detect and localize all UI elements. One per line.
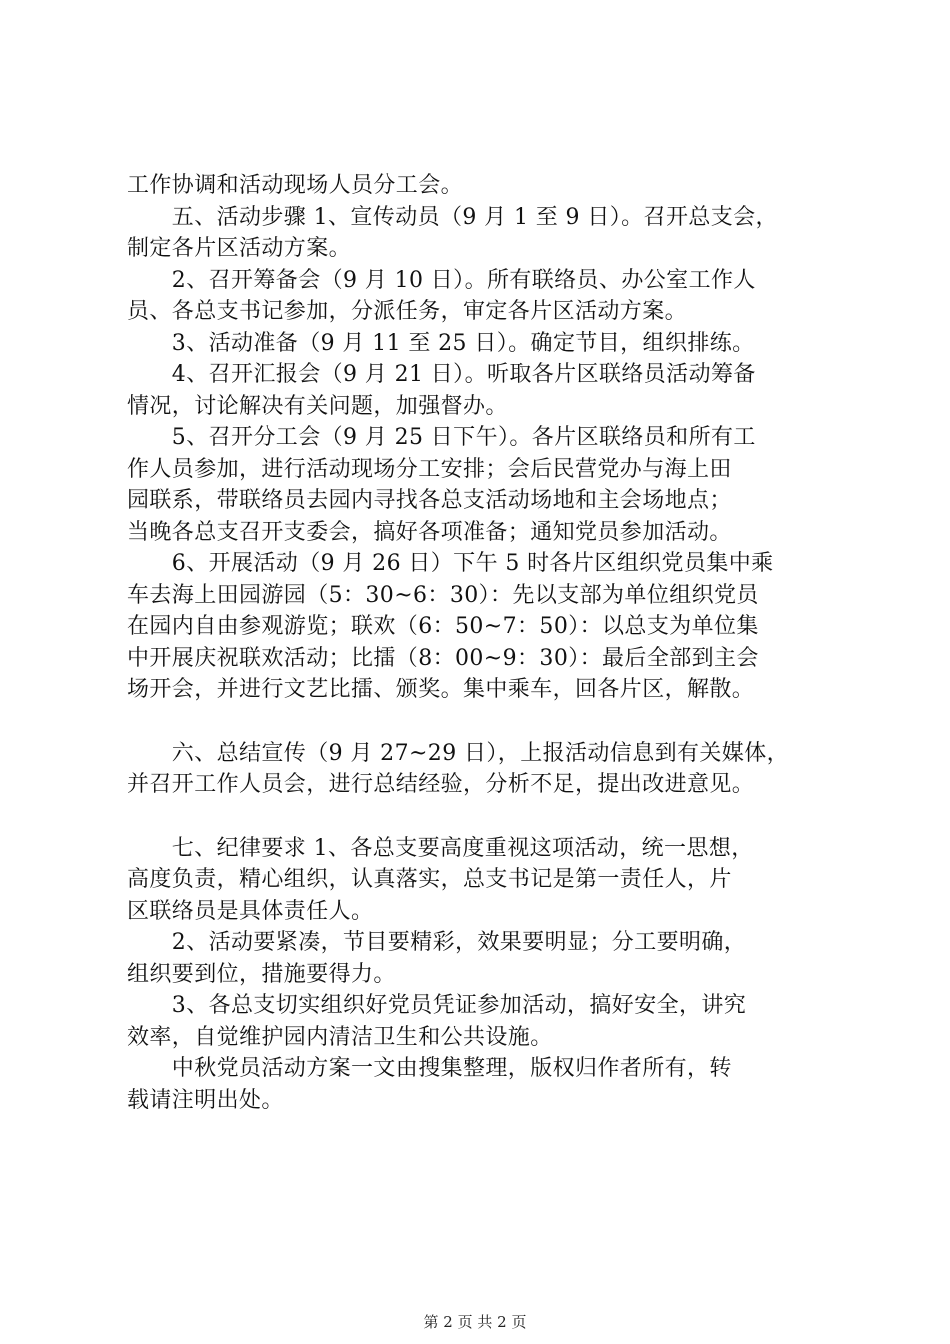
text-line: 作人员参加，进行活动现场分工安排；会后民营党办与海上田: [127, 456, 732, 482]
text-line: 中开展庆祝联欢活动；比擂（8：00~9：30）：最后全部到主会: [127, 645, 759, 671]
text-line: 在园内自由参观游览；联欢（6：50~7：50）：以总支为单位集: [127, 614, 759, 639]
text-line: 当晚各总支召开支委会，搞好各项准备；通知党员参加活动。: [127, 519, 732, 545]
text-line: 5、召开分工会（9 月 25 日下午）。各片区联络员和所有工: [127, 425, 756, 450]
text-line: 4、召开汇报会（9 月 21 日）。听取各片区联络员活动筹备: [127, 362, 756, 387]
text-line: 场开会，并进行文艺比擂、颁奖。集中乘车，回各片区，解散。: [127, 677, 755, 702]
text-line: 七、纪律要求 1、各总支要高度重视这项活动，统一思想，: [127, 835, 754, 861]
text-line: 载请注明出处。: [127, 1087, 284, 1113]
text-line: 工作协调和活动现场人员分工会。: [127, 173, 464, 198]
text-line: 并召开工作人员会，进行总结经验，分析不足，提出改进意见。: [127, 772, 755, 797]
page-number-footer: 第 2 页 共 2 页: [423, 1313, 527, 1331]
document-body: [127, 170, 857, 1116]
text-line: 3、活动准备（9 月 11 至 25 日）。确定节目，组织排练。: [127, 330, 755, 356]
text-line: 组织要到位，措施要得力。: [127, 961, 396, 987]
paragraph-gap: [127, 706, 857, 738]
text-line: 员、各总支书记参加，分派任务，审定各片区活动方案。: [127, 299, 688, 324]
text-line: 园联系，带联络员去园内寻找各总支活动场地和主会场地点；: [127, 488, 732, 513]
text-line: 高度负责，精心组织，认真落实，总支书记是第一责任人，片: [127, 867, 732, 892]
text-line: 区联络员是具体责任人。: [127, 898, 374, 924]
text-line: 情况，讨论解决有关问题，加强督办。: [127, 393, 508, 419]
text-line: 中秋党员活动方案一文由搜集整理，版权归作者所有，转: [127, 1056, 732, 1081]
text-line: 五、活动步骤 1、宣传动员（9 月 1 至 9 日）。召开总支会，: [127, 204, 778, 230]
text-line: 2、召开筹备会（9 月 10 日）。所有联络员、办公室工作人: [127, 267, 756, 293]
text-line: 六、总结宣传（9 月 27~29 日），上报活动信息到有关媒体，: [127, 740, 790, 766]
text-line: 制定各片区活动方案。: [127, 236, 352, 261]
text-line: 效率，自觉维护园内清洁卫生和公共设施。: [127, 1024, 553, 1050]
text-line: 6、开展活动（9 月 26 日）下午 5 时各片区组织党员集中乘: [127, 551, 774, 576]
text-line: 车去海上田园游园（5：30~6：30）：先以支部为单位组织党员: [127, 582, 759, 608]
text-line: 3、各总支切实组织好党员凭证参加活动，搞好安全，讲究: [127, 993, 747, 1018]
text-line: 2、活动要紧凑，节目要精彩，效果要明显；分工要明确，: [127, 930, 747, 955]
paragraph-gap: [127, 801, 857, 833]
